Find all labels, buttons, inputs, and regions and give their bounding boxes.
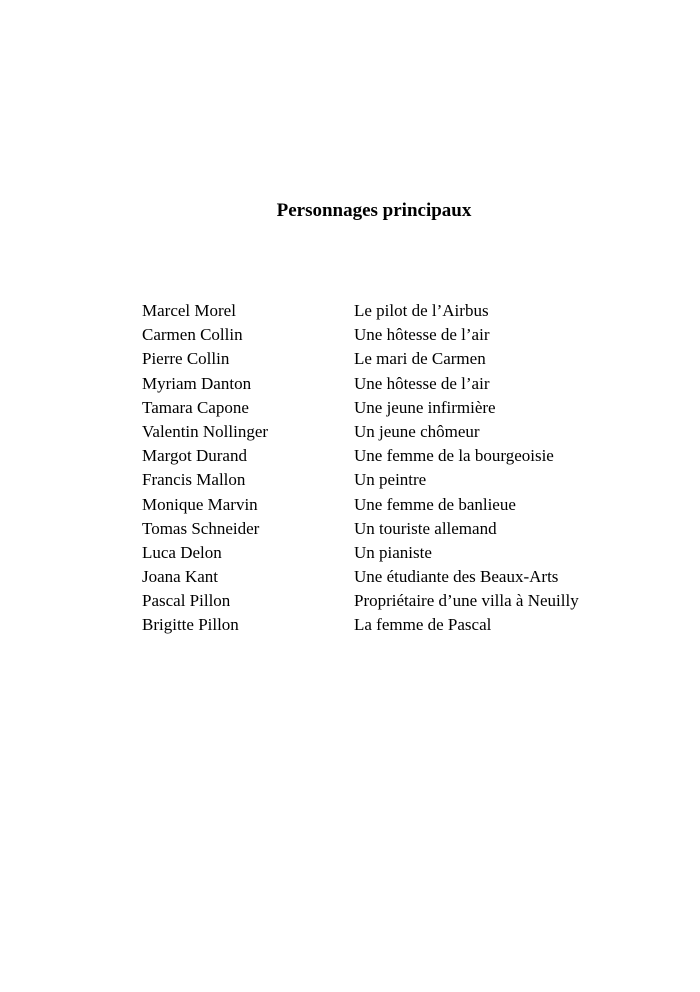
- character-role: Une hôtesse de l’air: [354, 325, 490, 345]
- character-row: [142, 323, 662, 347]
- character-role: Le pilot de l’Airbus: [354, 301, 489, 320]
- character-name: Pierre Collin: [142, 349, 230, 369]
- character-row: [142, 372, 662, 396]
- character-role: La femme de Pascal: [354, 615, 492, 635]
- character-name: Tomas Schneider: [142, 518, 260, 538]
- character-row: [142, 541, 662, 565]
- character-name: Myriam Danton: [142, 373, 252, 393]
- character-row: [142, 347, 662, 371]
- character-role: Un peintre: [354, 470, 427, 490]
- character-role: Le mari de Carmen: [354, 349, 486, 369]
- character-row: [142, 420, 662, 444]
- character-name: Luca Delon: [142, 542, 222, 562]
- character-row: [142, 444, 662, 468]
- character-role: Une femme de la bourgeoisie: [354, 446, 554, 466]
- character-role: Un pianiste: [354, 542, 432, 562]
- character-row: [142, 468, 662, 492]
- character-name: Carmen Collin: [142, 325, 243, 345]
- character-row: [142, 493, 662, 517]
- character-name: Marcel Morel: [142, 301, 236, 320]
- character-role: Une femme de banlieue: [354, 494, 516, 514]
- character-name: Tamara Capone: [142, 397, 249, 417]
- page-title: Personnages principaux: [276, 200, 472, 221]
- character-name: Francis Mallon: [142, 470, 246, 490]
- character-role: Un touriste allemand: [354, 518, 497, 538]
- character-role: Un jeune chômeur: [354, 421, 480, 441]
- character-row: [142, 299, 662, 323]
- character-row: [142, 517, 662, 541]
- character-row: [142, 613, 662, 637]
- character-name: Margot Durand: [142, 446, 247, 466]
- character-name: Brigitte Pillon: [142, 615, 239, 635]
- character-role: Une jeune infirmière: [354, 397, 496, 417]
- character-row: [142, 396, 662, 420]
- character-name: Joana Kant: [142, 567, 219, 587]
- character-role: Une étudiante des Beaux-Arts: [354, 567, 559, 587]
- character-role: Une hôtesse de l’air: [354, 373, 490, 393]
- character-role: Propriétaire d’une villa à Neuilly: [354, 591, 579, 611]
- character-name: Monique Marvin: [142, 494, 258, 514]
- character-row: [142, 565, 662, 589]
- character-name: Pascal Pillon: [142, 591, 231, 611]
- character-list: [142, 299, 662, 638]
- character-name: Valentin Nollinger: [142, 421, 269, 441]
- character-row: [142, 589, 662, 613]
